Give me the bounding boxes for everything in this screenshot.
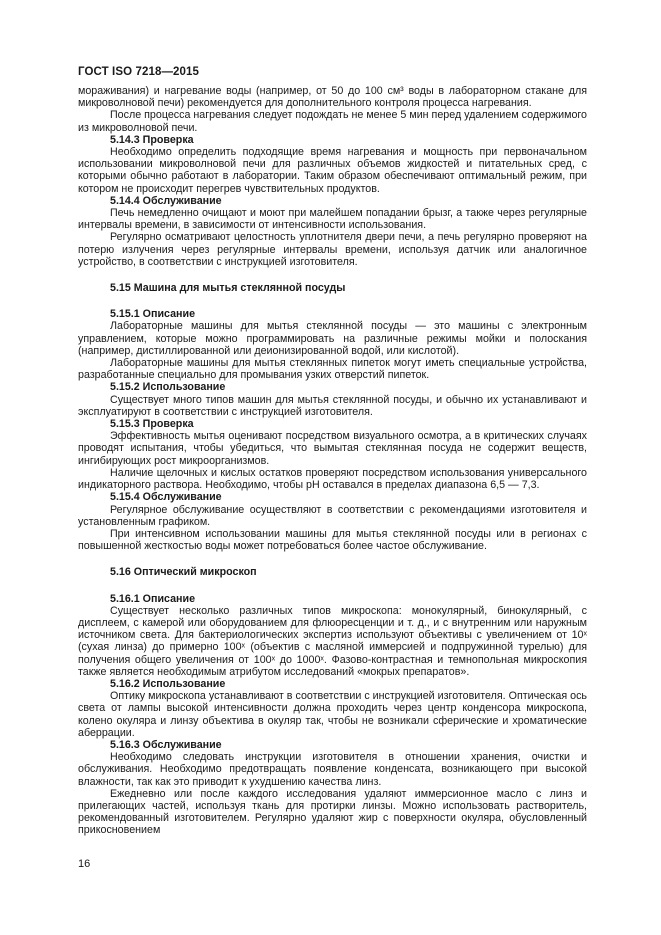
paragraph: Регулярно осматривают целостность уплотнителя двери печи, а печь регулярно проверяют на потерю излучения через регулярные интервалы времени, используя датчик или аналогичное устройство, в соответствии с инструкцией изготовителя. — [78, 231, 587, 268]
paragraph: Существует несколько различных типов микроскопа: монокулярный, бинокулярный, с дисплеем, с камерой или оборудованием для флюоресценции и т. д., и с внутренним или наружным источником света. Для бактериологических экспертиз используют объективы с увеличением от 10ˣ (сухая линза) до примерно 100ˣ (объектив с масляной иммерсией и подпружинной турелью) для получения общего увеличения от 100ˣ до 1000ˣ. Фазово-контрастная и темнопольная микроскопия также является необходимым атрибутом исследований «мокрых препаратов». — [78, 604, 588, 678]
subsection-heading: 5.15.3 Проверка — [110, 418, 194, 431]
paragraph: Лабораторные машины для мытья стеклянных пипеток могут иметь специальные устройства, разработанные специально для промывания узких отверстий пипеток. — [78, 357, 587, 382]
subsection-heading: 5.15.2 Использование — [110, 381, 226, 394]
subsection-heading: 5.16.3 Обслуживание — [110, 738, 222, 751]
subsection-heading: 5.14.3 Проверка — [110, 133, 194, 146]
section-gap — [78, 268, 587, 282]
paragraph: Эффективность мытья оценивают посредством визуального осмотра, а в критических случаях проводят испытания, чтобы убедиться, что вымытая стеклянная посуда не содержит веществ, ингибирующих рост микроорганизмов. — [78, 430, 587, 467]
paragraph: Ежедневно или после каждого исследования удаляют иммерсионное масло с линз и прилегающих частей, используя ткань для протирки линзы. Можно использовать растворитель, рекомендованный изготовителем. Регулярно удаляют жир с поверхности окуляра, обусловленный прикосновением — [78, 787, 587, 837]
document-body — [78, 85, 587, 837]
paragraph: Необходимо определить подходящие время нагревания и мощность при первоначальном использовании микроволновой печи для различных объемов жидкостей и питательных сред, с которыми обычно работают в лаборатории. Таким образом обеспечивают оптимальный режим, при котором не происходит перегрев чувствительных продуктов. — [78, 146, 587, 195]
subsection-heading: 5.16.2 Использование — [110, 677, 226, 690]
document-header: ГОСТ ISO 7218—2015 — [78, 66, 200, 78]
section-gap — [78, 294, 587, 308]
subsection-heading: 5.15.1 Описание — [110, 308, 196, 321]
paragraph: Регулярное обслуживание осуществляют в соответствии с рекомендациями изготовителя и установленным графиком. — [78, 503, 587, 528]
paragraph: Необходимо следовать инструкции изготовителя в отношении хранения, очистки и обслуживания. Необходимо предотвращать появление конденсата, возникающего при высокой влажности, так как это приводит к ухудшению качества линз. — [78, 751, 587, 788]
paragraph: Лабораторные машины для мытья стеклянной посуды — это машины с электронным управлением, которые можно программировать на различные режимы мойки и полоскания (например, дистиллированной или деионизированной водой, или кислотой). — [78, 320, 587, 357]
section-heading: 5.15 Машина для мытья стеклянной посуды — [110, 282, 346, 295]
section-gap — [78, 552, 587, 566]
paragraph: Оптику микроскопа устанавливают в соответствии с инструкцией изготовителя. Оптическая ось света от лампы высокой интенсивности должна проходить через центр конденсора микроскопа, колено окуляра и линзу объектива в окуляр так, чтобы не возникали сферические и хроматические аберрации. — [78, 690, 587, 739]
page-number: 16 — [78, 858, 91, 870]
section-heading: 5.16 Оптический микроскоп — [110, 566, 257, 579]
paragraph: Наличие щелочных и кислых остатков проверяют посредством использования универсального индикаторного раствора. Необходимо, чтобы pH оставался в пределах диапазона 6,5 — 7,3. — [78, 466, 587, 492]
paragraph: После процесса нагревания следует подождать не менее 5 мин перед удалением содержимого из микроволновой печи. — [78, 109, 587, 134]
subsection-heading: 5.15.4 Обслуживание — [110, 491, 222, 504]
subsection-heading: 5.14.4 Обслуживание — [110, 194, 222, 207]
subsection-heading: 5.16.1 Описание — [110, 592, 196, 605]
paragraph: Существует много типов машин для мытья стеклянной посуды, и обычно их устанавливают и эксплуатируют в соответствии с инструкцией изготовителя. — [78, 393, 587, 418]
paragraph: При интенсивном использовании машины для мытья стеклянной посуды или в регионах с повышенной жесткостью воды может потребоваться более частое обслуживание. — [78, 527, 587, 553]
paragraph: мораживания) и нагревание воды (например, от 50 до 100 см³ воды в лабораторном стакане для микроволновой печи) рекомендуется для дополнительного контроля процесса нагревания. — [78, 85, 587, 110]
paragraph: Печь немедленно очищают и моют при малейшем попадании брызг, а также через регулярные интервалы времени, в зависимости от интенсивности использования. — [78, 207, 587, 232]
section-gap — [78, 579, 587, 593]
